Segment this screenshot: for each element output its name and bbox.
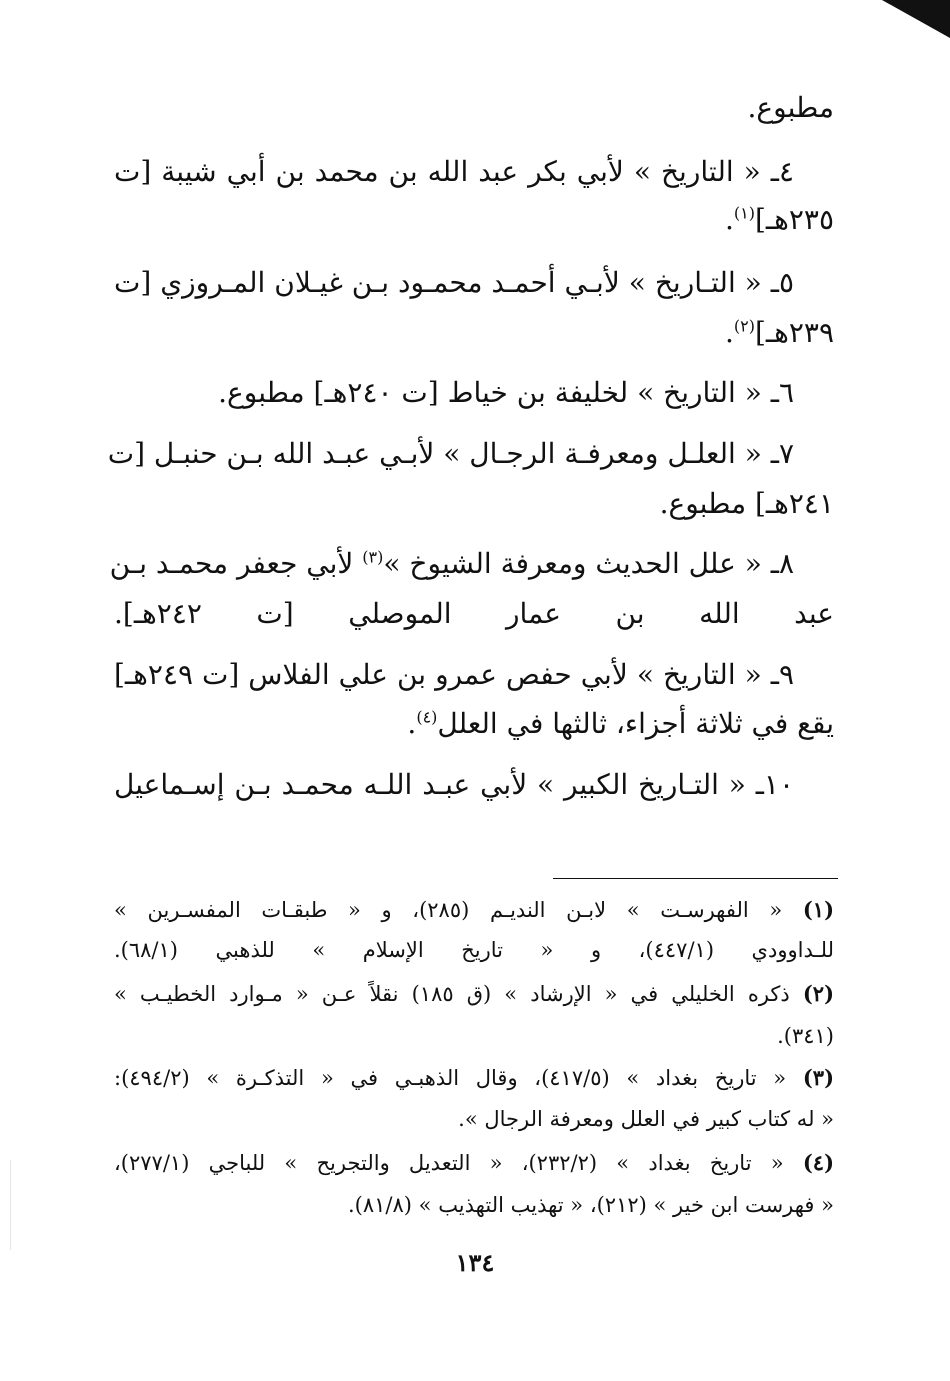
page-number: ١٣٤ [455,1248,495,1277]
footnote-ref-4: (٤) [416,707,438,727]
footnote-4-line-1: (٤) « تاريخ بغداد » (٢٣٢/٢)، « التعديل والتجريح » للباجي (٢٧٧/١)، [114,1150,834,1175]
entry-6: ٦ـ « التاريخ » لخليفة بن خياط [ت ٢٤٠هـ] مطبوع. [218,376,794,409]
footnote-ref-1: (١) [733,203,755,223]
footnote-1-line-2: للـداوودي (٤٤٧/١)، و « تاريخ الإسلام » للذهبي (٦٨/١). [114,938,834,962]
entry-9-line-1: ٩ـ « التاريخ » لأبي حفص عمرو بن علي الفلاس [ت ٢٤٩هـ] [114,658,794,691]
footnote-separator [553,878,838,879]
entry-7-line-1: ٧ـ « العلـل ومعرفـة الرجـال » لأبـي عبـد الله بـن حنبـل [ت [107,437,794,470]
entry-10-line-1: ١٠ـ « التـاريخ الكبير » لأبي عبـد اللـه محمـد بـن إسـماعيل [114,768,794,801]
entry-7-line-2: ٢٤١هـ] مطبوع. [659,487,834,520]
entry-8-line-2: عبد الله بن عمار الموصلي [ت ٢٤٢هـ]. [114,597,834,630]
body-line-continuation: مطبوع. [747,91,834,124]
entry-9-line-2: يقع في ثلاثة أجزاء، ثالثها في العلل$^{(٤)}$. [407,707,834,740]
entry-5-line-1: ٥ـ « التـاريخ » لأبـي أحمـد محمـود بـن غيـلان المـروزي [ت [114,266,794,299]
footnote-1-line-1: (١) « الفهرسـت » لابـن النديـم (٢٨٥)، و « طبقـات المفسـرين » [114,897,834,922]
entry-5-line-2: ٢٣٩هـ]$^{(٢)}$. [724,316,834,349]
entry-4-line-1: ٤ـ « التاريخ » لأبي بكر عبد الله بن محمد بن أبي شيبة [ت [114,155,794,188]
footnote-4-line-2: « فهرست ابن خير » (٢١٢)، « تهذيب التهذيب » (٨١/٨). [348,1193,834,1217]
footnote-ref-2: (٢) [733,316,755,336]
footnote-3-line-1: (٣) « تاريخ بغداد » (٤١٧/٥)، وقال الذهبـي في « التذكـرة » (٤٩٤/٢): [114,1065,834,1090]
entry-4-line-2: ٢٣٥هـ]$^{(١)}$. [724,203,834,236]
footnote-3-line-2: « له كتاب كبير في العلل ومعرفة الرجال ». [458,1107,834,1131]
footnote-2-line-1: (٢) ذكره الخليلي في « الإرشاد » (ق ١٨٥) نقلاً عـن « مـوارد الخطيـب » [114,981,834,1006]
footnote-2-line-2: (٣٤١). [777,1024,834,1048]
entry-8-line-1: ٨ـ « علل الحديث ومعرفة الشيوخ »$^{(٣)}$ لأبي جعفر محمـد بـن [109,547,794,580]
footnote-ref-3: (٣) [362,547,384,567]
